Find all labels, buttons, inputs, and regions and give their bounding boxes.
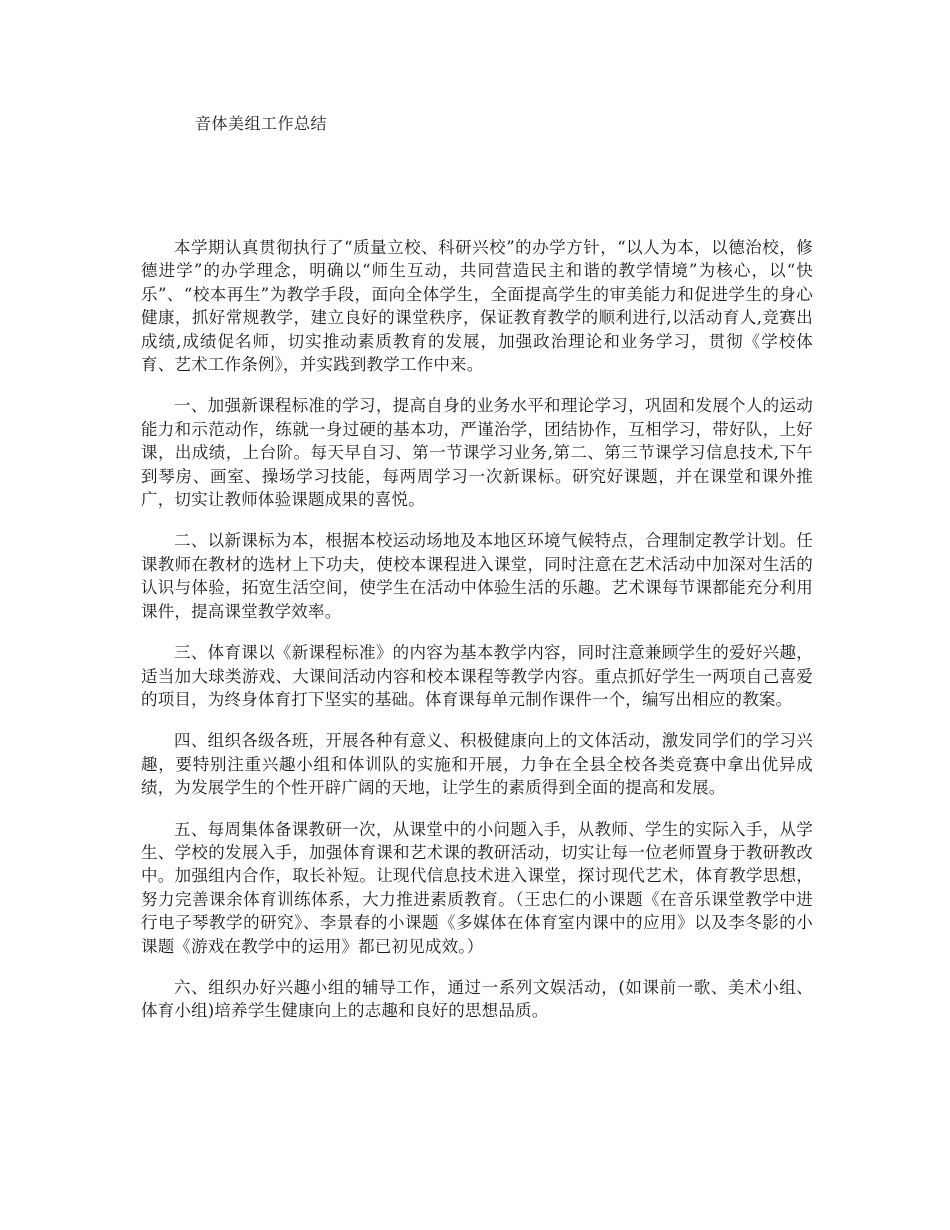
paragraph-5: 五、每周集体备课教研一次，从课堂中的小问题入手，从教师、学生的实际入手，从学生、学校的发展入手，加强体育课和艺术课的教研活动，切实让每一位老师置身于教研教改中。加强组内合作，取长补短。让现代信息技术进入课堂，探讨现代艺术，体育教学思想，努力完善课余体育训练体系，大力推进素质教育。（王忠仁的小课题《在音乐课堂教学中进行电子琴教学的研究》、李景春的小课题《多媒体在体育室内课中的应用》以及李冬影的小课题《游戏在教学中的运用》都已初见成效。） xyxy=(141,819,813,956)
paragraph-4: 四、组织各级各班，开展各种有意义、积极健康向上的文体活动，激发同学们的学习兴趣，要特别注重兴趣小组和体训队的实施和开展，力争在全县全校各类竞赛中拿出优异成绩，为发展学生的个性开辟广阔的天地，让学生的素质得到全面的提高和发展。 xyxy=(141,731,813,798)
paragraph-3: 三、体育课以《新课程标准》的内容为基本教学内容，同时注意兼顾学生的爱好兴趣，适当加大球类游戏、大课间活动内容和校本课程等教学内容。重点抓好学生一两项自己喜爱的项目，为终身体育打下坚实的基础。体育课每单元制作课件一个，编写出相应的教案。 xyxy=(141,643,813,709)
document-title: 音体美组工作总结 xyxy=(195,114,328,133)
paragraph-intro: 本学期认真贯彻执行了“质量立校、科研兴校”的办学方针，“以人为本，以德治校，修德进学”的办学理念，明确以“师生互动，共同营造民主和谐的教学情境”为核心，以“快乐”、“校本再生”为教学手段，面向全体学生，全面提高学生的审美能力和促进学生的身心健康，抓好常规教学，建立良好的课堂秩序，保证教育教学的顺利进行,以活动育人,竞赛出成绩,成绩促名师，切实推动素质教育的发展，加强政治理论和业务学习，贯彻《学校体育、艺术工作条例》，并实践到教学工作中来。 xyxy=(141,238,813,375)
paragraph-6: 六、组织办好兴趣小组的辅导工作，通过一系列文娱活动，(如课前一歌、美术小组、体育小组)培养学生健康向上的志趣和良好的思想品质。 xyxy=(141,977,813,1021)
paragraph-1: 一、加强新课程标准的学习，提高自身的业务水平和理论学习，巩固和发展个人的运动能力和示范动作，练就一身过硬的基本功，严谨治学，团结协作，互相学习，带好队，上好课，出成绩，上台阶。每天早自习、第一节课学习业务,第二、第三节课学习信息技术,下午到琴房、画室、操场学习技能，每两周学习一次新课标。研究好课题，并在课堂和课外推广，切实让教师体验课题成果的喜悦。 xyxy=(141,396,813,510)
document-body xyxy=(141,236,813,1041)
paragraph-2: 二、以新课标为本，根据本校运动场地及本地区环境气候特点，合理制定教学计划。任课教师在教材的选材上下功夫，使校本课程进入课堂，同时注意在艺术活动中加深对生活的认识与体验，拓宽生活空间，使学生在活动中体验生活的乐趣。艺术课每节课都能充分利用课件，提高课堂教学效率。 xyxy=(141,531,813,621)
